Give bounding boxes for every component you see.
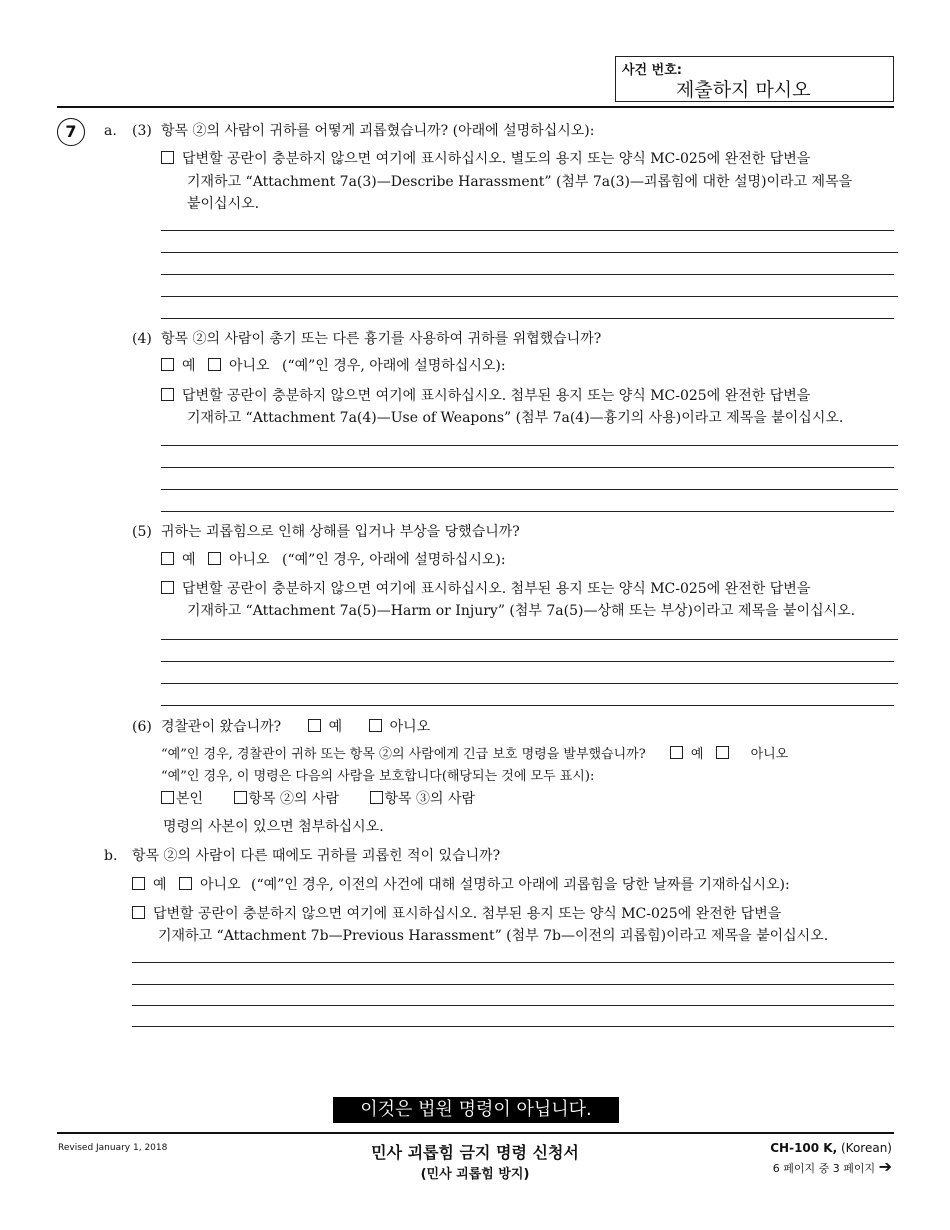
q5-no-checkbox[interactable] — [208, 552, 221, 565]
q6-no-checkbox[interactable] — [369, 719, 382, 732]
q6-emergency-row — [161, 745, 788, 765]
q3-attach-line1: 답변할 공란이 충분하지 않으면 여기에 표시하십시오. 별도의 용지 또는 양식 MC-025에 완전한 답변을 — [182, 151, 811, 167]
q6-emergency-question: “예”인 경우, 경찰관이 귀하 또는 항목 ②의 사람에게 긴급 보호 명령을 발부했습니까? — [161, 747, 646, 762]
q3-answer-line-3[interactable] — [161, 274, 894, 275]
b-attach-checkbox[interactable] — [132, 906, 145, 919]
page-info-row — [692, 1157, 892, 1176]
q3-question: 항목 ②의 사람이 귀하를 어떻게 괴롭혔습니까? (아래에 설명하십시오): — [161, 123, 595, 139]
form-title: 민사 괴롭힘 금지 명령 신청서 — [371, 1143, 579, 1162]
q5-number: (5) — [132, 524, 152, 540]
q6-attach-copy: 명령의 사본이 있으면 첨부하십시오. — [163, 819, 384, 835]
q5-yes-label: 예 — [182, 552, 196, 568]
q4-answer-line-3[interactable] — [161, 489, 898, 490]
q4-attach-checkbox[interactable] — [161, 388, 174, 401]
page-info: 6 페이지 중 3 페이지 — [772, 1162, 876, 1175]
q6-item2-label: 항목 ②의 사람 — [248, 791, 340, 807]
q4-answer-line-4[interactable] — [161, 511, 894, 512]
q5-yes-no-row — [161, 550, 506, 570]
q4-no-checkbox[interactable] — [208, 358, 221, 371]
b-yes-checkbox[interactable] — [132, 877, 145, 890]
q4-number: (4) — [132, 331, 152, 347]
b-attach-line1: 답변할 공란이 충분하지 않으면 여기에 표시하십시오. 첨부된 용지 또는 양식 MC-025에 완전한 답변을 — [153, 906, 782, 922]
b-no-label: 아니오 — [199, 877, 241, 893]
q6-item3-label: 항목 ③의 사람 — [384, 791, 476, 807]
q3-answer-line-4[interactable] — [161, 296, 898, 297]
q5-attach-checkbox-row — [161, 579, 810, 599]
form-subtitle: (민사 괴롭힘 방지) — [420, 1167, 530, 1182]
case-number-value: 제출하지 마시오 — [676, 79, 811, 101]
q6-item3-checkbox[interactable] — [370, 791, 383, 804]
q6-protects-question: “예”인 경우, 이 명령은 다음의 사람을 보호합니다(해당되는 것에 모두 표시): — [161, 769, 595, 784]
q6-yes-checkbox[interactable] — [308, 719, 321, 732]
q6-protects-options — [161, 789, 475, 809]
q6-item2-checkbox[interactable] — [234, 791, 247, 804]
next-page-arrow-icon: ➔ — [878, 1157, 892, 1176]
b-answer-line-4[interactable] — [132, 1026, 894, 1027]
q3-answer-line-1[interactable] — [161, 230, 894, 231]
q5-yes-checkbox[interactable] — [161, 552, 174, 565]
q6-question: 경찰관이 왔습니까? — [161, 719, 282, 735]
q3-attach-checkbox-row — [161, 149, 810, 169]
item-b-label: b. — [104, 848, 118, 864]
b-answer-line-3[interactable] — [132, 1005, 894, 1006]
q5-no-label: 아니오 — [228, 552, 270, 568]
b-no-checkbox[interactable] — [179, 877, 192, 890]
q6-emergency-yes-label: 예 — [690, 747, 704, 762]
q6-emergency-no-checkbox[interactable] — [716, 746, 729, 759]
q4-question: 항목 ②의 사람이 총기 또는 다른 흉기를 사용하여 귀하를 위협했습니까? — [161, 331, 602, 347]
form-code-row — [692, 1141, 892, 1155]
b-question: 항목 ②의 사람이 다른 때에도 귀하를 괴롭힌 적이 있습니까? — [132, 848, 501, 864]
q4-yes-no-row — [161, 356, 506, 376]
q4-yes-label: 예 — [182, 358, 196, 374]
q5-answer-line-2[interactable] — [161, 661, 894, 662]
header-rule — [57, 106, 894, 108]
b-yes-no-row — [132, 875, 790, 895]
b-explain: (“예”인 경우, 이전의 사건에 대해 설명하고 아래에 괴롭힘을 당한 날짜를 기재하십시오): — [251, 877, 790, 893]
q3-answer-line-2[interactable] — [161, 252, 898, 253]
q3-number: (3) — [132, 123, 152, 139]
revised-date: Revised January 1, 2018 — [58, 1143, 168, 1153]
q6-emergency-yes-checkbox[interactable] — [670, 746, 683, 759]
q4-attach-checkbox-row — [161, 386, 810, 406]
q6-no-label: 아니오 — [389, 719, 431, 735]
q4-attach-line1: 답변할 공란이 충분하지 않으면 여기에 표시하십시오. 첨부된 용지 또는 양식 MC-025에 완전한 답변을 — [182, 388, 811, 404]
q5-answer-line-3[interactable] — [161, 683, 898, 684]
q4-answer-line-1[interactable] — [161, 445, 898, 446]
q6-emergency-no-label: 아니오 — [750, 747, 789, 762]
b-answer-line-1[interactable] — [132, 962, 894, 963]
footer-rule — [57, 1132, 894, 1134]
q6-number: (6) — [132, 719, 152, 735]
q4-answer-line-2[interactable] — [161, 467, 894, 468]
q4-explain: (“예”인 경우, 아래에 설명하십시오): — [282, 358, 506, 374]
q5-answer-line-4[interactable] — [161, 705, 894, 706]
q5-attach-checkbox[interactable] — [161, 581, 174, 594]
case-number-box — [615, 56, 894, 102]
section-number-circle: 7 — [57, 118, 85, 146]
not-court-order-banner: 이것은 법원 명령이 아닙니다. — [333, 1097, 619, 1123]
q3-attach-checkbox[interactable] — [161, 151, 174, 164]
form-code: CH-100 K, — [770, 1141, 838, 1155]
b-attach-line2: 기재하고 “Attachment 7b—Previous Harassment” (첨부 7b—이전의 괴롭힘)이라고 제목을 붙이십시오. — [158, 928, 829, 944]
q5-question: 귀하는 괴롭힘으로 인해 상해를 입거나 부상을 당했습니까? — [161, 524, 520, 540]
q3-answer-line-5[interactable] — [161, 318, 894, 319]
q3-attach-line3: 붙이십시오. — [187, 196, 260, 212]
q5-answer-line-1[interactable] — [161, 639, 898, 640]
b-attach-checkbox-row — [132, 904, 781, 924]
b-answer-line-2[interactable] — [132, 984, 894, 985]
q5-attach-line1: 답변할 공란이 충분하지 않으면 여기에 표시하십시오. 첨부된 용지 또는 양식 MC-025에 완전한 답변을 — [182, 581, 811, 597]
q4-no-label: 아니오 — [228, 358, 270, 374]
q4-attach-line2: 기재하고 “Attachment 7a(4)—Use of Weapons” (첨부 7a(4)—흉기의 사용)이라고 제목을 붙이십시오. — [187, 410, 844, 426]
b-yes-label: 예 — [153, 877, 167, 893]
item-a-label: a. — [104, 123, 117, 139]
q6-row — [161, 717, 430, 737]
q6-self-label: 본인 — [176, 791, 204, 807]
form-language: (Korean) — [841, 1141, 892, 1155]
q5-attach-line2: 기재하고 “Attachment 7a(5)—Harm or Injury” (첨부 7a(5)—상해 또는 부상)이라고 제목을 붙이십시오. — [187, 603, 856, 619]
case-number-label: 사건 번호: — [622, 63, 682, 78]
q5-explain: (“예”인 경우, 아래에 설명하십시오): — [282, 552, 506, 568]
q4-yes-checkbox[interactable] — [161, 358, 174, 371]
q6-self-checkbox[interactable] — [161, 791, 174, 804]
q6-yes-label: 예 — [328, 719, 343, 735]
q3-attach-line2: 기재하고 “Attachment 7a(3)—Describe Harassment” (첨부 7a(3)—괴롭힘에 대한 설명)이라고 제목을 — [187, 174, 853, 190]
